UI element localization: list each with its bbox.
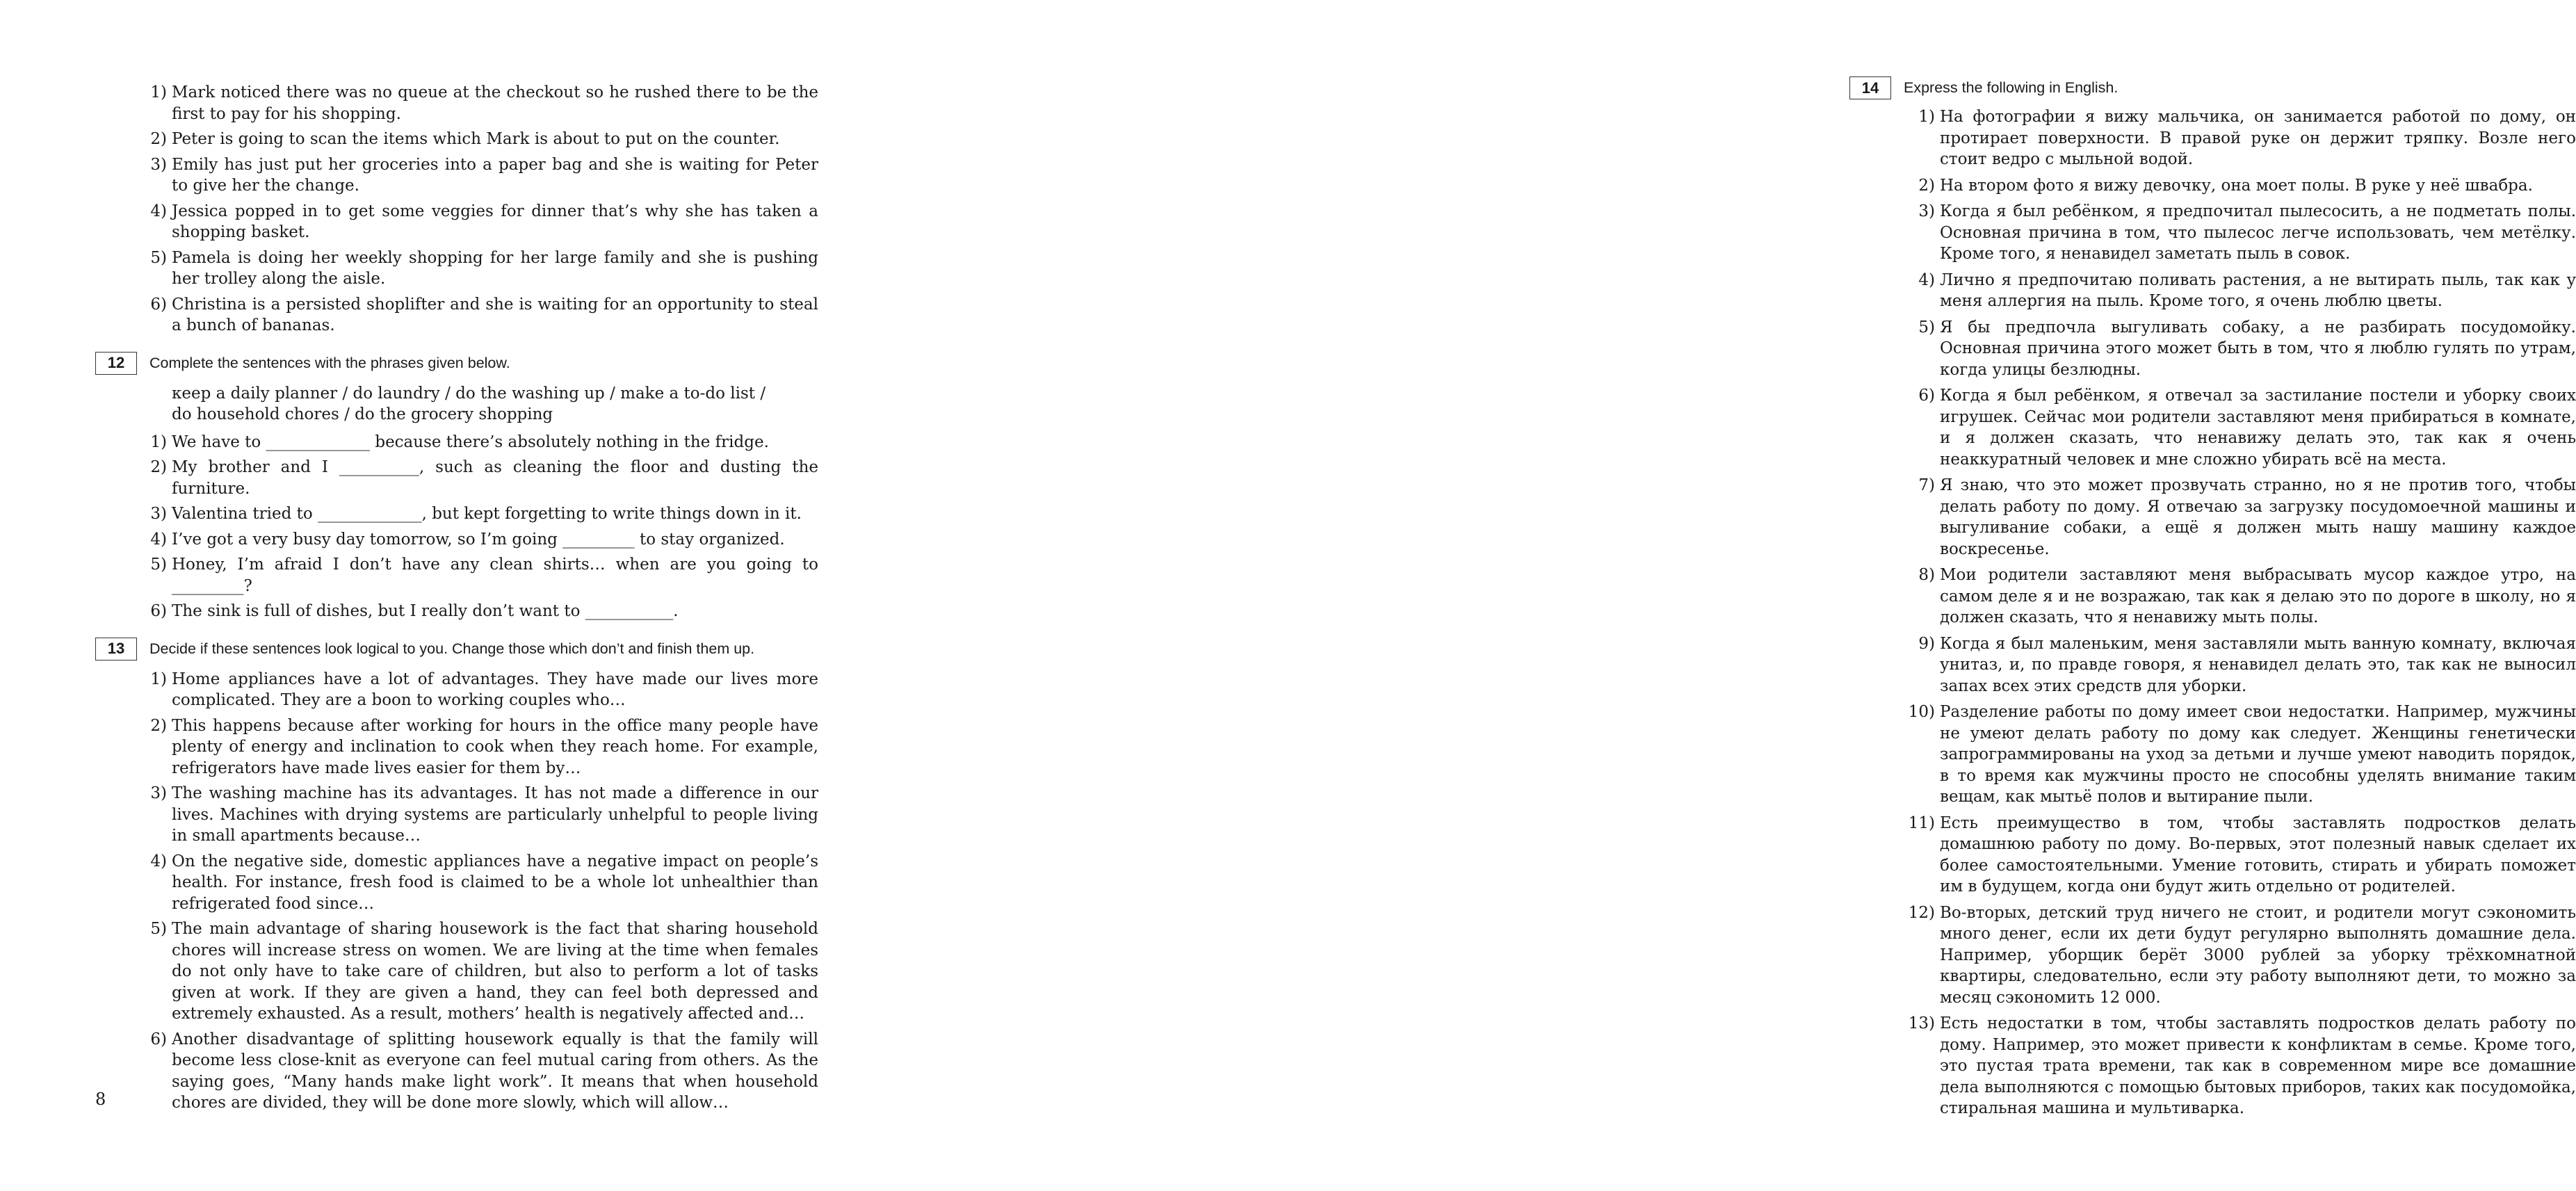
item-number: 10)	[1908, 703, 1935, 721]
item-text: Home appliances have a lot of advantages. They have made our lives more complicated. They are a boon to working couples who…	[172, 670, 818, 709]
list-item	[95, 129, 818, 150]
item-text: Peter is going to scan the items which Mark is about to put on the counter.	[172, 130, 780, 148]
right-page	[883, 0, 2576, 1191]
item-text: The washing machine has its advantages. It has not made a difference in our lives. Machines with drying systems are particularly unhelpful to people living in small apartments because…	[172, 784, 818, 845]
item-number: 8)	[1918, 566, 1935, 584]
item-number: 4)	[150, 202, 167, 220]
task-12-list	[95, 432, 818, 622]
item-text: Когда я был ребёнком, я предпочитал пылесосить, а не подметать полы. Основная причина в том, что пылесос легче использовать, чем метёлку. Кроме того, я ненавидел заметать пыль в совок.	[1940, 202, 2576, 263]
item-number: 5)	[150, 920, 167, 938]
item-text: Я бы предпочла выгуливать собаку, а не разбирать посудомойку. Основная причина этого может быть в том, что я люблю гулять по утрам, когда улицы безлюдны.	[1940, 318, 2576, 379]
item-text: Лично я предпочитаю поливать растения, а не вытирать пыль, так как у меня аллергия на пыль. Кроме того, я очень люблю цветы.	[1940, 270, 2576, 310]
item-number: 13)	[1908, 1014, 1935, 1032]
item-text: Another disadvantage of splitting housework equally is that the family will become less close-knit as everyone can feel mutual caring from others. As the saying goes, “Many hands make light work”. It means that when household chores are divided, they will be done more slowly, which will allow…	[172, 1030, 818, 1112]
item-number: 12)	[1908, 903, 1935, 922]
item-text: Мои родители заставляют меня выбрасывать мусор каждое утро, на самом деле я и не возражаю, так как я делаю это по дороге в школу, но я должен сказать, что я ненавижу мыть полы.	[1940, 566, 2576, 626]
item-number: 11)	[1908, 813, 1935, 832]
list-item	[95, 432, 818, 453]
item-number: 6)	[150, 1030, 167, 1048]
item-number: 1)	[150, 670, 167, 688]
item-text: Honey, I’m afraid I don’t have any clean shirts… when are you going to _________?	[172, 556, 818, 595]
item-number: 5)	[1918, 318, 1935, 337]
item-text: Christina is a persisted shoplifter and she is waiting for an opportunity to steal a bunch of bananas.	[172, 295, 818, 334]
item-text: Pamela is doing her weekly shopping for her large family and she is pushing her trolley along the aisle.	[172, 248, 818, 288]
list-item	[1849, 633, 2576, 697]
list-item	[1849, 270, 2576, 312]
task-13-list	[95, 669, 818, 1114]
item-number: 2)	[150, 716, 167, 735]
item-text: Есть преимущество в том, чтобы заставлять подростков делать домашнюю работу по дому. Во-первых, этот полезный навык сделает их более самостоятельными. Умение готовить, стирать и убирать поможет им в будущем, когда они будут жить отдельно от родителей.	[1940, 813, 2576, 896]
item-text: My brother and I __________, such as cleaning the floor and dusting the furniture.	[172, 458, 818, 498]
item-number: 6)	[150, 295, 167, 314]
item-number: 1)	[150, 83, 167, 102]
list-item	[95, 715, 818, 779]
list-item	[1849, 813, 2576, 898]
item-text: Есть недостатки в том, чтобы заставлять подростков делать работу по дому. Например, это может привести к конфликтам в семье. Кроме того, это пустая трата времени, так как в современном мире все домашние дела выполняются с помощью бытовых приборов, таких как посудомойка, стиральная машина и мультиварка.	[1940, 1014, 2576, 1117]
list-item	[1849, 317, 2576, 381]
task-title: Express the following in English.	[1904, 79, 2119, 96]
list-item	[95, 248, 818, 290]
left-column	[95, 82, 818, 1118]
item-number: 4)	[1918, 270, 1935, 289]
list-item	[95, 201, 818, 243]
item-text: Во-вторых, детский труд ничего не стоит, и родители могут сэкономить много денег, если их дети будут регулярно выполнять домашние дела. Например, уборщик берёт 3000 рублей за уборку трёхкомнатной квартиры, следовательно, если эту работу выполняют дети, то можно за месяц сэкономить 12 000.	[1940, 903, 2576, 1007]
left-page	[0, 0, 883, 1191]
item-number: 6)	[150, 602, 167, 620]
list-item	[1849, 385, 2576, 470]
phrase-bank: кeep a daily planner / do laundry / do the washing up / make a to-do list / do household chores / do the grocery shopping	[172, 384, 766, 423]
list-item	[95, 669, 818, 711]
item-number: 2)	[1918, 176, 1935, 195]
item-text: На втором фото я вижу девочку, она моет полы. В руке у неё швабра.	[1940, 176, 2533, 195]
list-item	[95, 154, 818, 197]
item-text: Когда я был ребёнком, я отвечал за застилание постели и уборку своих игрушек. Сейчас мои родители заставляют меня прибираться в комнате, и я должен сказать, что ненавижу делать это, так как я очень неаккуратный человек и мне сложно убирать всё на места.	[1940, 387, 2576, 469]
list-item	[95, 601, 818, 622]
list-item	[95, 1029, 818, 1114]
item-number: 1)	[1918, 108, 1935, 126]
item-number: 5)	[150, 248, 167, 267]
item-number: 3)	[150, 505, 167, 523]
item-number: 2)	[150, 130, 167, 148]
item-text: Jessica popped in to get some veggies for dinner that’s why she has taken a shopping basket.	[172, 202, 818, 241]
list-item	[95, 783, 818, 847]
list-item	[1849, 175, 2576, 197]
list-item	[95, 554, 818, 597]
task-12-header	[95, 352, 818, 375]
list-item	[95, 457, 818, 499]
task-title: Decide if these sentences look logical to you. Change those which don’t and finish them up.	[149, 640, 755, 657]
item-text: Emily has just put her groceries into a paper bag and she is waiting for Peter to give her the change.	[172, 155, 818, 195]
item-text: Разделение работы по дому имеет свои недостатки. Например, мужчины не умеют делать работу по дому как следует. Женщины генетически запрограммированы на уход за детьми и лучше умеют наводить порядок, в то время как мужчины просто не способны уделять внимание таким вещам, как мытьё полов и вытирание пыли.	[1940, 703, 2576, 806]
list-item	[95, 529, 818, 551]
item-text: On the negative side, domestic appliances have a negative impact on people’s health. For instance, fresh food is claimed to be a whole lot unhealthier than refrigerated food since…	[172, 852, 818, 913]
list-item	[95, 851, 818, 915]
task-13-header	[95, 638, 818, 661]
item-text: Когда я был маленьким, меня заставляли мыть ванную комнату, включая унитаз, и, по правде говоря, я ненавидел делать это, так как не выносил запах всех этих средств для уборки.	[1940, 634, 2576, 695]
list-item	[95, 503, 818, 525]
list-item	[1849, 475, 2576, 560]
list-item	[1849, 902, 2576, 1009]
task-title: Complete the sentences with the phrases given below.	[149, 354, 510, 371]
item-text: На фотографии я вижу мальчика, он занимается работой по дому, он протирает поверхности. В правой руке он держит тряпку. Возле него стоит ведро с мыльной водой.	[1940, 108, 2576, 168]
item-number: 7)	[1918, 476, 1935, 494]
item-text: This happens because after working for hours in the office many people have plenty of energy and inclination to cook when they reach home. For example, refrigerators have made lives easier for them by…	[172, 716, 818, 777]
task-number-badge: 14	[1849, 76, 1891, 99]
item-number: 3)	[1918, 202, 1935, 220]
list-item	[1849, 1013, 2576, 1119]
item-text: We have to _____________ because there’s absolutely nothing in the fridge.	[172, 432, 769, 451]
item-number: 1)	[150, 432, 167, 451]
right-column	[1849, 76, 2576, 1124]
item-number: 4)	[150, 530, 167, 549]
item-text: I’ve got a very busy day tomorrow, so I’m going _________ to stay organized.	[172, 530, 785, 549]
item-number: 3)	[150, 155, 167, 174]
item-text: The sink is full of dishes, but I really don’t want to ___________.	[172, 602, 679, 620]
item-text: Я знаю, что это может прозвучать странно, но я не против того, чтобы делать работу по дому. Я отвечаю за загрузку посудомоечной машины и выгуливание собаки, а ещё я должен мыть нашу машину каждое воскресенье.	[1940, 476, 2576, 558]
task-14-header	[1849, 76, 2576, 99]
list-item	[1849, 106, 2576, 170]
item-number: 6)	[1918, 387, 1935, 405]
list-item	[1849, 565, 2576, 629]
item-number: 9)	[1918, 634, 1935, 653]
list-item	[95, 294, 818, 337]
list-item	[1849, 201, 2576, 265]
list-item	[95, 918, 818, 1025]
item-text: Valentina tried to _____________, but kept forgetting to write things down in it.	[172, 505, 802, 523]
item-number: 2)	[150, 458, 167, 476]
item-text: Mark noticed there was no queue at the checkout so he rushed there to be the first to pay for his shopping.	[172, 83, 818, 123]
page-number: 8	[95, 1089, 106, 1109]
item-text: The main advantage of sharing housework is the fact that sharing household chores will increase stress on women. We are living at the time when females do not only have to take care of children, but also to perform a lot of tasks given at work. If they are given a hand, they can feel both depressed and extremely exhausted. As a result, mothers’ health is negatively affected and…	[172, 920, 818, 1023]
list-item	[1849, 702, 2576, 808]
item-number: 3)	[150, 784, 167, 802]
task-number-badge: 12	[95, 352, 137, 375]
item-number: 4)	[150, 852, 167, 870]
list-item	[95, 82, 818, 124]
item-number: 5)	[150, 556, 167, 574]
task-number-badge: 13	[95, 638, 137, 661]
task-14-list	[1849, 106, 2576, 1119]
task-11-list	[95, 82, 818, 337]
